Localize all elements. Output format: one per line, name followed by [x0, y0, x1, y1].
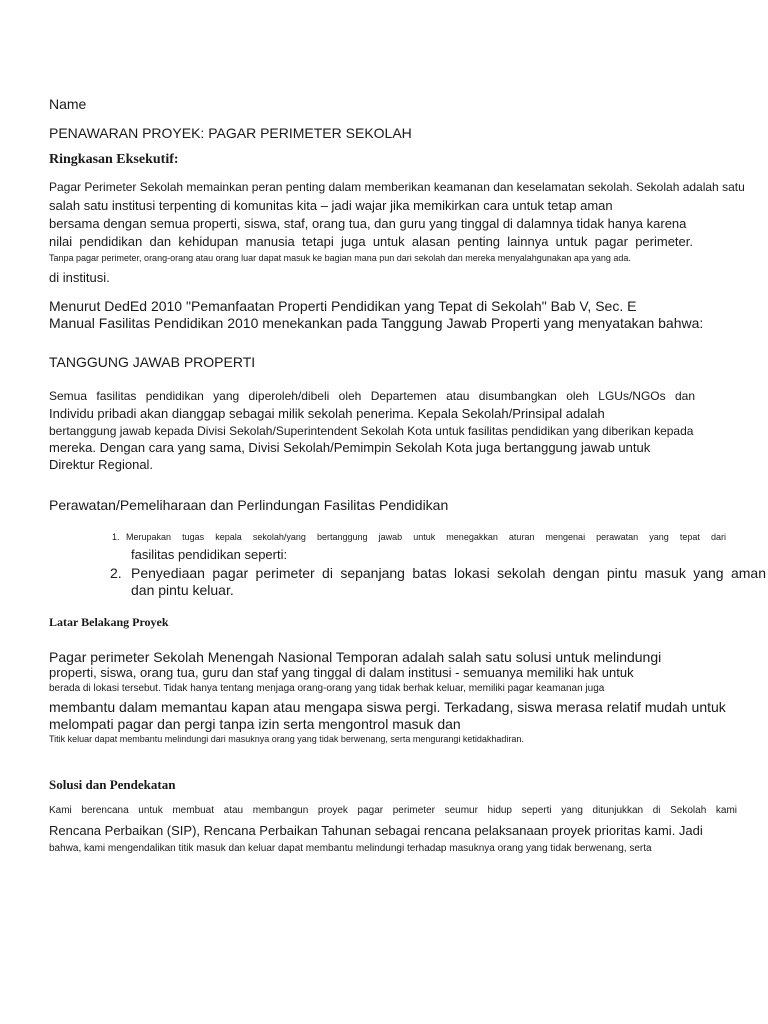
- executive-summary-line: Pagar Perimeter Sekolah memainkan peran penting dalam memberikan keamanan dan keselamatan sekolah. Sekolah adalah satu: [49, 180, 745, 194]
- executive-summary-line: di institusi.: [49, 270, 110, 285]
- solution-line: Kami berencana untuk membuat atau membangun proyek pagar perimeter seumur hidup seperti yang ditunjukkan di Sekolah kami: [49, 805, 737, 816]
- background-line: Pagar perimeter Sekolah Menengah Nasional Temporan adalah salah satu solusi untuk melindungi: [49, 649, 662, 665]
- property-responsibility-line: mereka. Dengan cara yang sama, Divisi Sekolah/Pemimpin Sekolah Kota juga bertanggung jawab untuk: [49, 440, 651, 455]
- executive-summary-line: nilai pendidikan dan kehidupan manusia tetapi juga untuk alasan penting lainnya untuk pagar perimeter.: [49, 234, 693, 249]
- background-line: melompati pagar dan pergi tanpa izin serta mengontrol masuk dan: [49, 716, 461, 732]
- solution-line: bahwa, kami mengendalikan titik masuk dan keluar dapat membantu melindungi terhadap masuknya orang yang tidak berwenang, serta: [49, 843, 652, 854]
- background-line: properti, siswa, orang tua, guru dan staf yang tinggal di dalam institusi - semuanya memiliki hak untuk: [49, 665, 634, 680]
- list-item-text: Penyediaan pagar perimeter di sepanjang batas lokasi sekolah dengan pintu masuk yang aman: [131, 565, 766, 581]
- solution-heading: Solusi dan Pendekatan: [49, 777, 176, 792]
- list-item-text: fasilitas pendidikan seperti:: [131, 547, 288, 562]
- background-line: berada di lokasi tersebut. Tidak hanya tentang menjaga orang-orang yang tidak berhak keluar, memiliki pagar keamanan juga: [49, 683, 605, 694]
- solution-line: Rencana Perbaikan (SIP), Rencana Perbaikan Tahunan sebagai rencana pelaksanaan proyek prioritas kami. Jadi: [49, 823, 703, 838]
- background-line: membantu dalam memantau kapan atau mengapa siswa pergi. Terkadang, siswa merasa relatif mudah untuk: [49, 699, 726, 715]
- name-field: Name: [49, 96, 87, 112]
- property-responsibility-line: bertanggung jawab kepada Divisi Sekolah/Superintendent Sekolah Kota untuk fasilitas pendidikan yang diberikan kepada: [49, 424, 694, 438]
- executive-summary-line: salah satu institusi terpenting di komunitas kita – jadi wajar jika memikirkan cara untuk tetap aman: [49, 198, 613, 213]
- background-line: Titik keluar dapat membantu melindungi dari masuknya orang yang tidak berwenang, serta mengurangi ketidakhadiran.: [49, 734, 524, 744]
- list-item-text: dan pintu keluar.: [131, 582, 234, 598]
- executive-summary-line: bersama dengan semua properti, siswa, staf, orang tua, dan guru yang tinggal di dalamnya tidak hanya karena: [49, 216, 687, 231]
- deped-reference-line: Menurut DedEd 2010 "Pemanfaatan Properti Pendidikan yang Tepat di Sekolah" Bab V, Sec. E: [49, 298, 637, 314]
- list-item-number: 2.: [110, 565, 122, 581]
- property-responsibility-heading: TANGGUNG JAWAB PROPERTI: [49, 354, 256, 370]
- background-heading: Latar Belakang Proyek: [49, 615, 169, 629]
- property-responsibility-line: Direktur Regional.: [49, 457, 154, 472]
- list-item-number: 1.: [112, 532, 120, 542]
- property-responsibility-line: Individu pribadi akan dianggap sebagai milik sekolah penerima. Kepala Sekolah/Prinsipal adalah: [49, 406, 605, 421]
- executive-summary-heading: Ringkasan Eksekutif:: [49, 152, 179, 167]
- list-item-text: Merupakan tugas kepala sekolah/yang bertanggung jawab untuk menegakkan aturan mengenai perawatan yang tepat dari: [126, 532, 726, 542]
- document-title: PENAWARAN PROYEK: PAGAR PERIMETER SEKOLAH: [49, 125, 412, 141]
- executive-summary-line: Tanpa pagar perimeter, orang-orang atau orang luar dapat masuk ke bagian mana pun dari sekolah dan mereka menyalahgunakan apa yang ada.: [49, 253, 631, 263]
- property-responsibility-line: Semua fasilitas pendidikan yang diperoleh/dibeli oleh Departemen atau disumbangkan oleh LGUs/NGOs dan: [49, 389, 695, 403]
- maintenance-heading: Perawatan/Pemeliharaan dan Perlindungan Fasilitas Pendidikan: [49, 497, 449, 513]
- deped-reference-line: Manual Fasilitas Pendidikan 2010 menekankan pada Tanggung Jawab Properti yang menyatakan bahwa:: [49, 315, 704, 331]
